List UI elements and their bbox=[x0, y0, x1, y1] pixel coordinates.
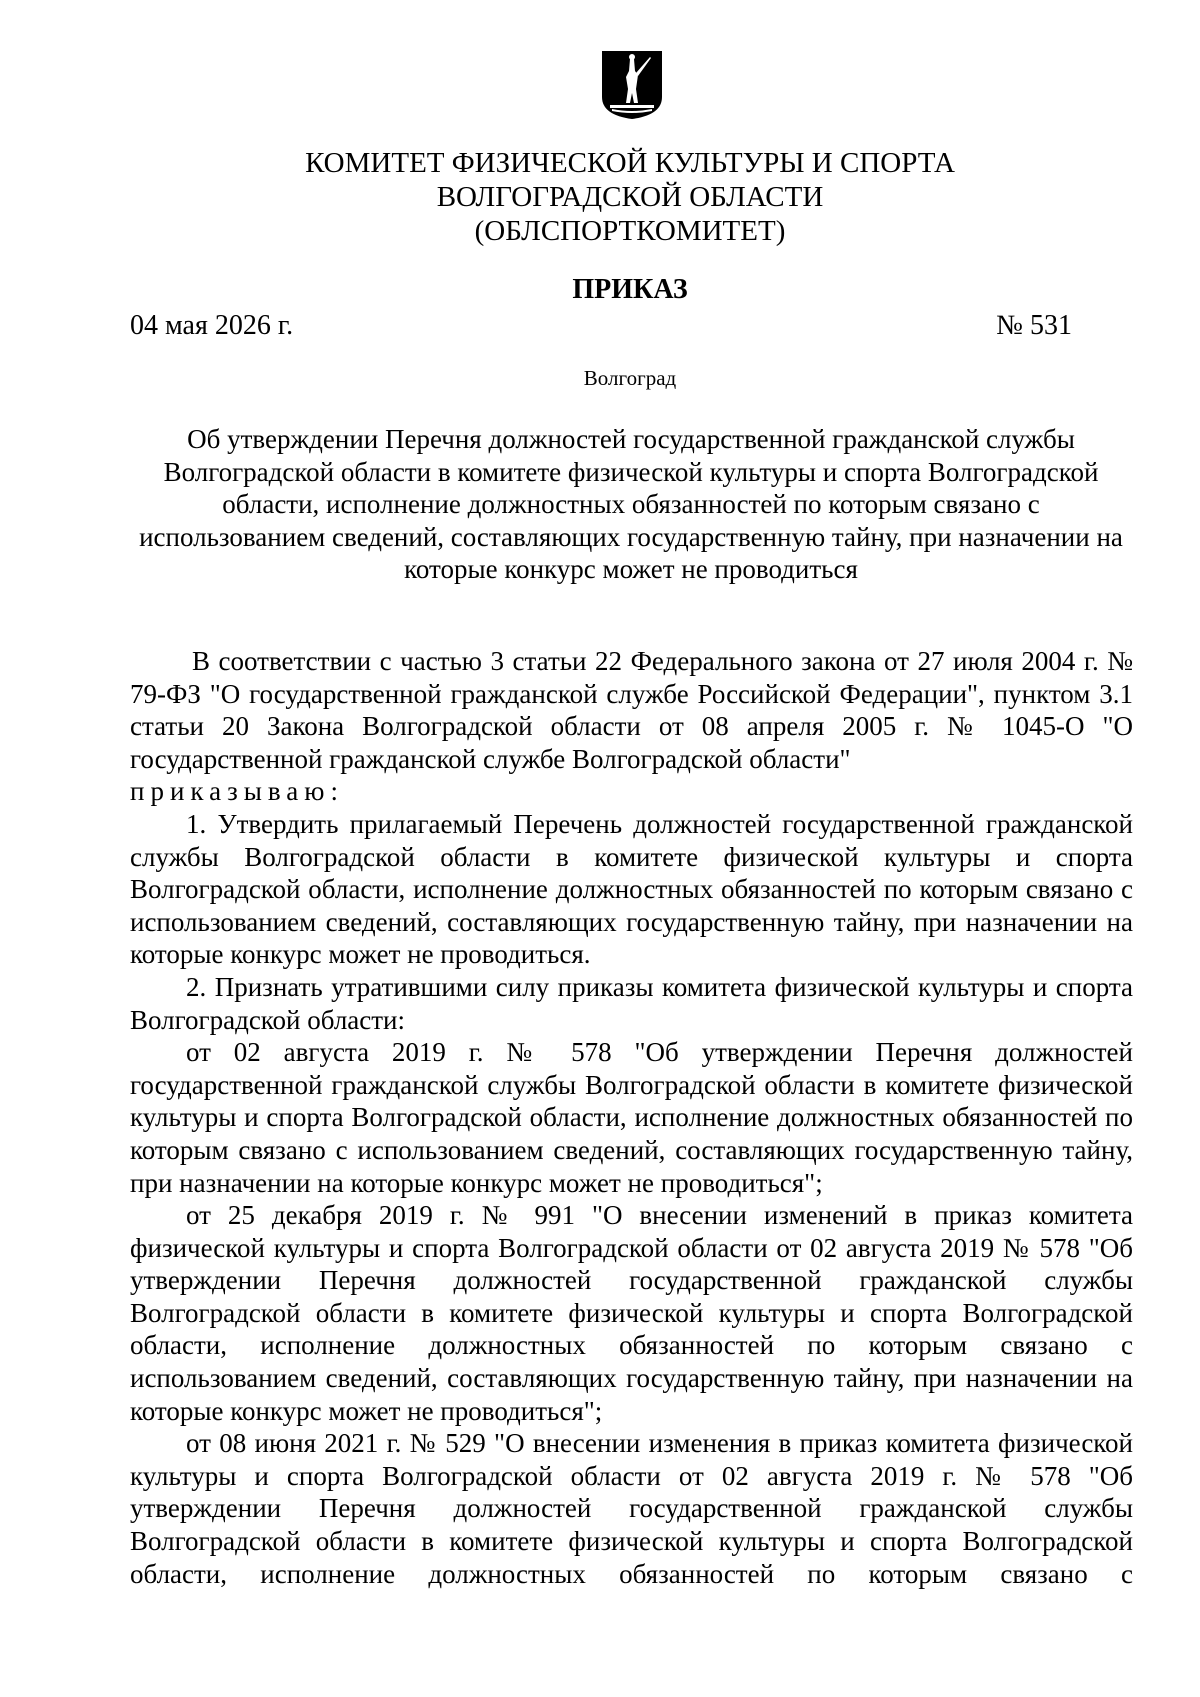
organization-name bbox=[0, 146, 1200, 248]
document-city: Волгоград bbox=[583, 366, 677, 390]
document-title: ПРИКАЗ bbox=[572, 274, 688, 305]
preamble-text: В соответствии с частью 3 статьи 22 Федерального закона от 27 июля 2004 г. № 79-ФЗ "О государственной гражданской службе Российской Федерации", пунктом 3.1 статьи 20 Закона Волгоградской области от 08 апреля 2005 г. № 1045-О "О государственной гражданской службе Волгоградской области" bbox=[130, 646, 1133, 774]
document-date: 04 мая 2026 г. bbox=[130, 310, 294, 341]
org-line-2: ВОЛГОГРАДСКОЙ ОБЛАСТИ bbox=[436, 181, 824, 213]
document-body bbox=[130, 645, 1133, 1590]
document-subject: Об утверждении Перечня должностей государственной гражданской службы Волгоградской области в комитете физической культуры и спорта Волгоградской области, исполнение должностных обязанностей по которым связано с использованием сведений, составляющих государственную тайну, при назначении на которые конкурс может не проводиться bbox=[139, 424, 1123, 585]
org-line-3: (ОБЛСПОРТКОМИТЕТ) bbox=[474, 215, 786, 247]
item-2-paragraph: 2. Признать утратившими силу приказы комитета физической культуры и спорта Волгоградской области: bbox=[130, 971, 1133, 1035]
repealed-order-991: от 25 декабря 2019 г. № 991 "О внесении изменений в приказ комитета физической культуры и спорта Волгоградской области от 02 августа 2019 № 578 "Об утверждении Перечня должностей государственной гражданской службы Волгоградской области в комитете физической культуры и спорта Волгоградской области, исполнение должностных обязанностей по которым связано с использованием сведений, составляющих государственную тайну, при назначении на которые конкурс может не проводиться"; bbox=[130, 1200, 1133, 1426]
preamble-paragraph bbox=[130, 645, 1133, 808]
repealed-order-529: от 08 июня 2021 г. № 529 "О внесении изменения в приказ комитета физической культуры и спорта Волгоградской области от 02 августа 2019 г. № 578 "Об утверждении Перечня должностей государственной гражданской службы Волгоградской области в комитете физической культуры и спорта Волгоградской области, исполнение должностных обязанностей по которым связано с bbox=[130, 1428, 1133, 1589]
repealed-order-578: от 02 августа 2019 г. № 578 "Об утверждении Перечня должностей государственной гражданской службы Волгоградской области в комитете физической культуры и спорта Волгоградской области, исполнение должностных обязанностей по которым связано с использованием сведений, составляющих государственную тайну, при назначении на которые конкурс может не проводиться"; bbox=[130, 1037, 1133, 1198]
org-line-1: КОМИТЕТ ФИЗИЧЕСКОЙ КУЛЬТУРЫ И СПОРТА bbox=[305, 147, 955, 179]
document-number: № 531 bbox=[996, 310, 1072, 341]
volgograd-emblem-icon bbox=[600, 49, 664, 121]
item-1-paragraph: 1. Утвердить прилагаемый Перечень должностей государственной гражданской службы Волгоградской области в комитете физической культуры и спорта Волгоградской области, исполнение должностных обязанностей по которым связано с использованием сведений, составляющих государственную тайну, при назначении на которые конкурс может не проводиться. bbox=[130, 808, 1133, 970]
order-word: приказываю: bbox=[130, 776, 344, 807]
